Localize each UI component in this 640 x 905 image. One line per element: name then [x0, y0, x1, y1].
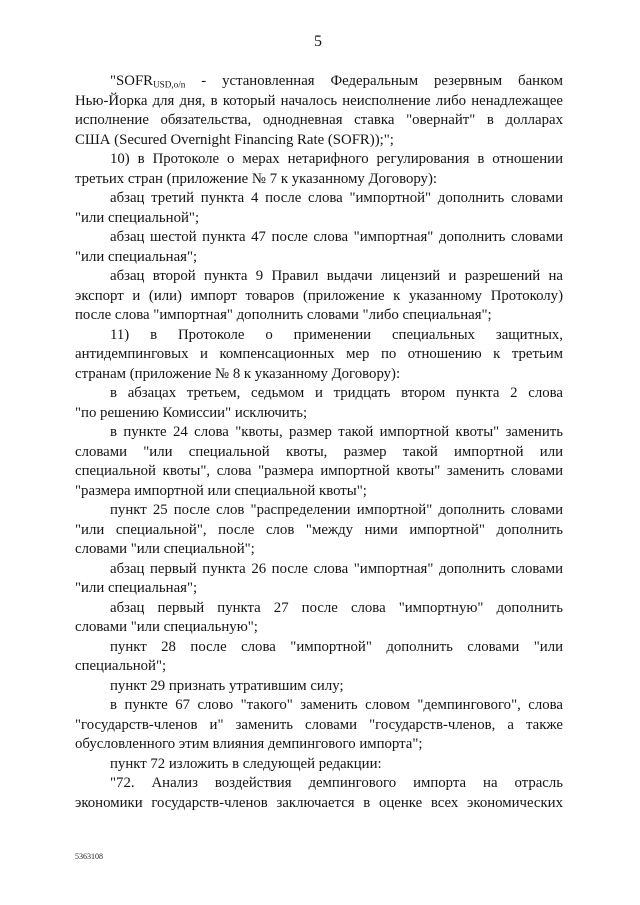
text-line: 10) в Протоколе о мерах нетарифного регулирования в отношении	[110, 151, 563, 167]
sofr-subscript: USD,o/n	[153, 79, 186, 90]
text-line: "или специальной", после слов "между ними импортной" дополнить	[75, 521, 563, 538]
text-line: антидемпинговых и компенсационных мер по отношению к третьим	[75, 346, 563, 362]
text-line: "72. Анализ воздействия демпингового импорта на отрасль	[110, 775, 563, 791]
text-line: исполнение обязательства, однодневная ставка "овернайт" в долларах	[75, 112, 563, 128]
text-line: "по решению Комиссии" исключить;	[75, 404, 308, 421]
text-line: странам (приложение № 8 к указанному Договору):	[75, 365, 401, 382]
text-line: "размера импортной или специальной квоты";	[75, 482, 367, 499]
text-line: словами "или специальной";	[75, 541, 255, 557]
paragraph	[75, 638, 563, 677]
text-line: пункт 29 признать утратившим силу;	[110, 677, 344, 694]
text-line: в пункте 67 слово "такого" заменить словом "демпингового", слова	[110, 697, 563, 713]
sofr-term: "SOFR	[110, 73, 154, 89]
text-line: абзац шестой пункта 47 после слова "импортная" дополнить словами	[110, 229, 563, 245]
paragraph	[75, 384, 563, 423]
text-line: 11) в Протоколе о применении специальных защитных,	[110, 326, 563, 343]
text-line: абзац третий пункта 4 после слова "импортной" дополнить словами	[110, 190, 563, 206]
paragraph	[75, 228, 563, 267]
paragraph	[75, 774, 563, 813]
paragraph	[75, 755, 563, 775]
paragraph	[75, 501, 563, 560]
page-number: 5	[314, 33, 322, 50]
paragraph	[75, 560, 563, 599]
paragraph	[75, 423, 563, 501]
text-line: специальной квоты", слова "размера импортной квоты" заменить словами	[75, 463, 563, 479]
text-line: экономики государств-членов заключается в оценке всех экономических	[75, 794, 563, 811]
text-line: в абзацах третьем, седьмом и тридцать втором пункта 2 слова	[110, 385, 563, 401]
text-line	[75, 72, 563, 92]
text-line: в пункте 24 слова "квоты, размер такой импортной квоты" заменить	[110, 424, 563, 440]
text-line: абзац второй пункта 9 Правил выдачи лицензий и разрешений на	[110, 268, 563, 284]
text-line: специальной";	[75, 658, 167, 674]
text-line: Нью-Йорка для дня, в который началось неисполнение либо ненадлежащее	[75, 92, 563, 109]
paragraph	[75, 267, 563, 326]
paragraph	[75, 677, 563, 697]
text-line: "или специальная";	[75, 248, 198, 265]
text-line: абзац первый пункта 27 после слова "импортную" дополнить	[110, 599, 563, 616]
paragraph	[75, 189, 563, 228]
text-line: словами "или специальную";	[75, 619, 258, 635]
text-line: третьих стран (приложение № 7 к указанному Договору):	[75, 170, 437, 187]
paragraph	[75, 326, 563, 385]
text-line: пункт 28 после слова "импортной" дополнить словами "или	[110, 638, 563, 655]
text-line: словами "или специальной квоты, размер такой импортной или	[75, 443, 563, 460]
paragraph	[75, 696, 563, 755]
text-line: пункт 72 изложить в следующей редакции:	[110, 755, 382, 772]
text-line: экспорт и (или) импорт товаров (приложение к указанному Протоколу)	[75, 287, 563, 304]
text-line: абзац первый пункта 26 после слова "импортная" дополнить словами	[110, 560, 563, 577]
text-line: после слова "импортная" дополнить словами "либо специальная";	[75, 307, 492, 323]
text-line: США (Secured Overnight Financing Rate (SOFR));";	[75, 131, 394, 148]
paragraph	[75, 599, 563, 638]
paragraph	[75, 150, 563, 189]
text-line: "государств-членов и" заменить словами "государств-членов, а также	[75, 716, 563, 733]
document-code: 5363108	[75, 852, 103, 861]
paragraph	[75, 72, 563, 150]
text-fragment: - установленная Федеральным резервным банком	[185, 73, 563, 89]
text-line: "или специальной";	[75, 209, 200, 226]
text-line: "или специальная";	[75, 580, 198, 596]
text-line: обусловленного этим влияния демпингового импорта";	[75, 736, 423, 752]
document-body	[75, 72, 563, 813]
text-line: пункт 25 после слов "распределении импортной" дополнить словами	[110, 502, 563, 518]
